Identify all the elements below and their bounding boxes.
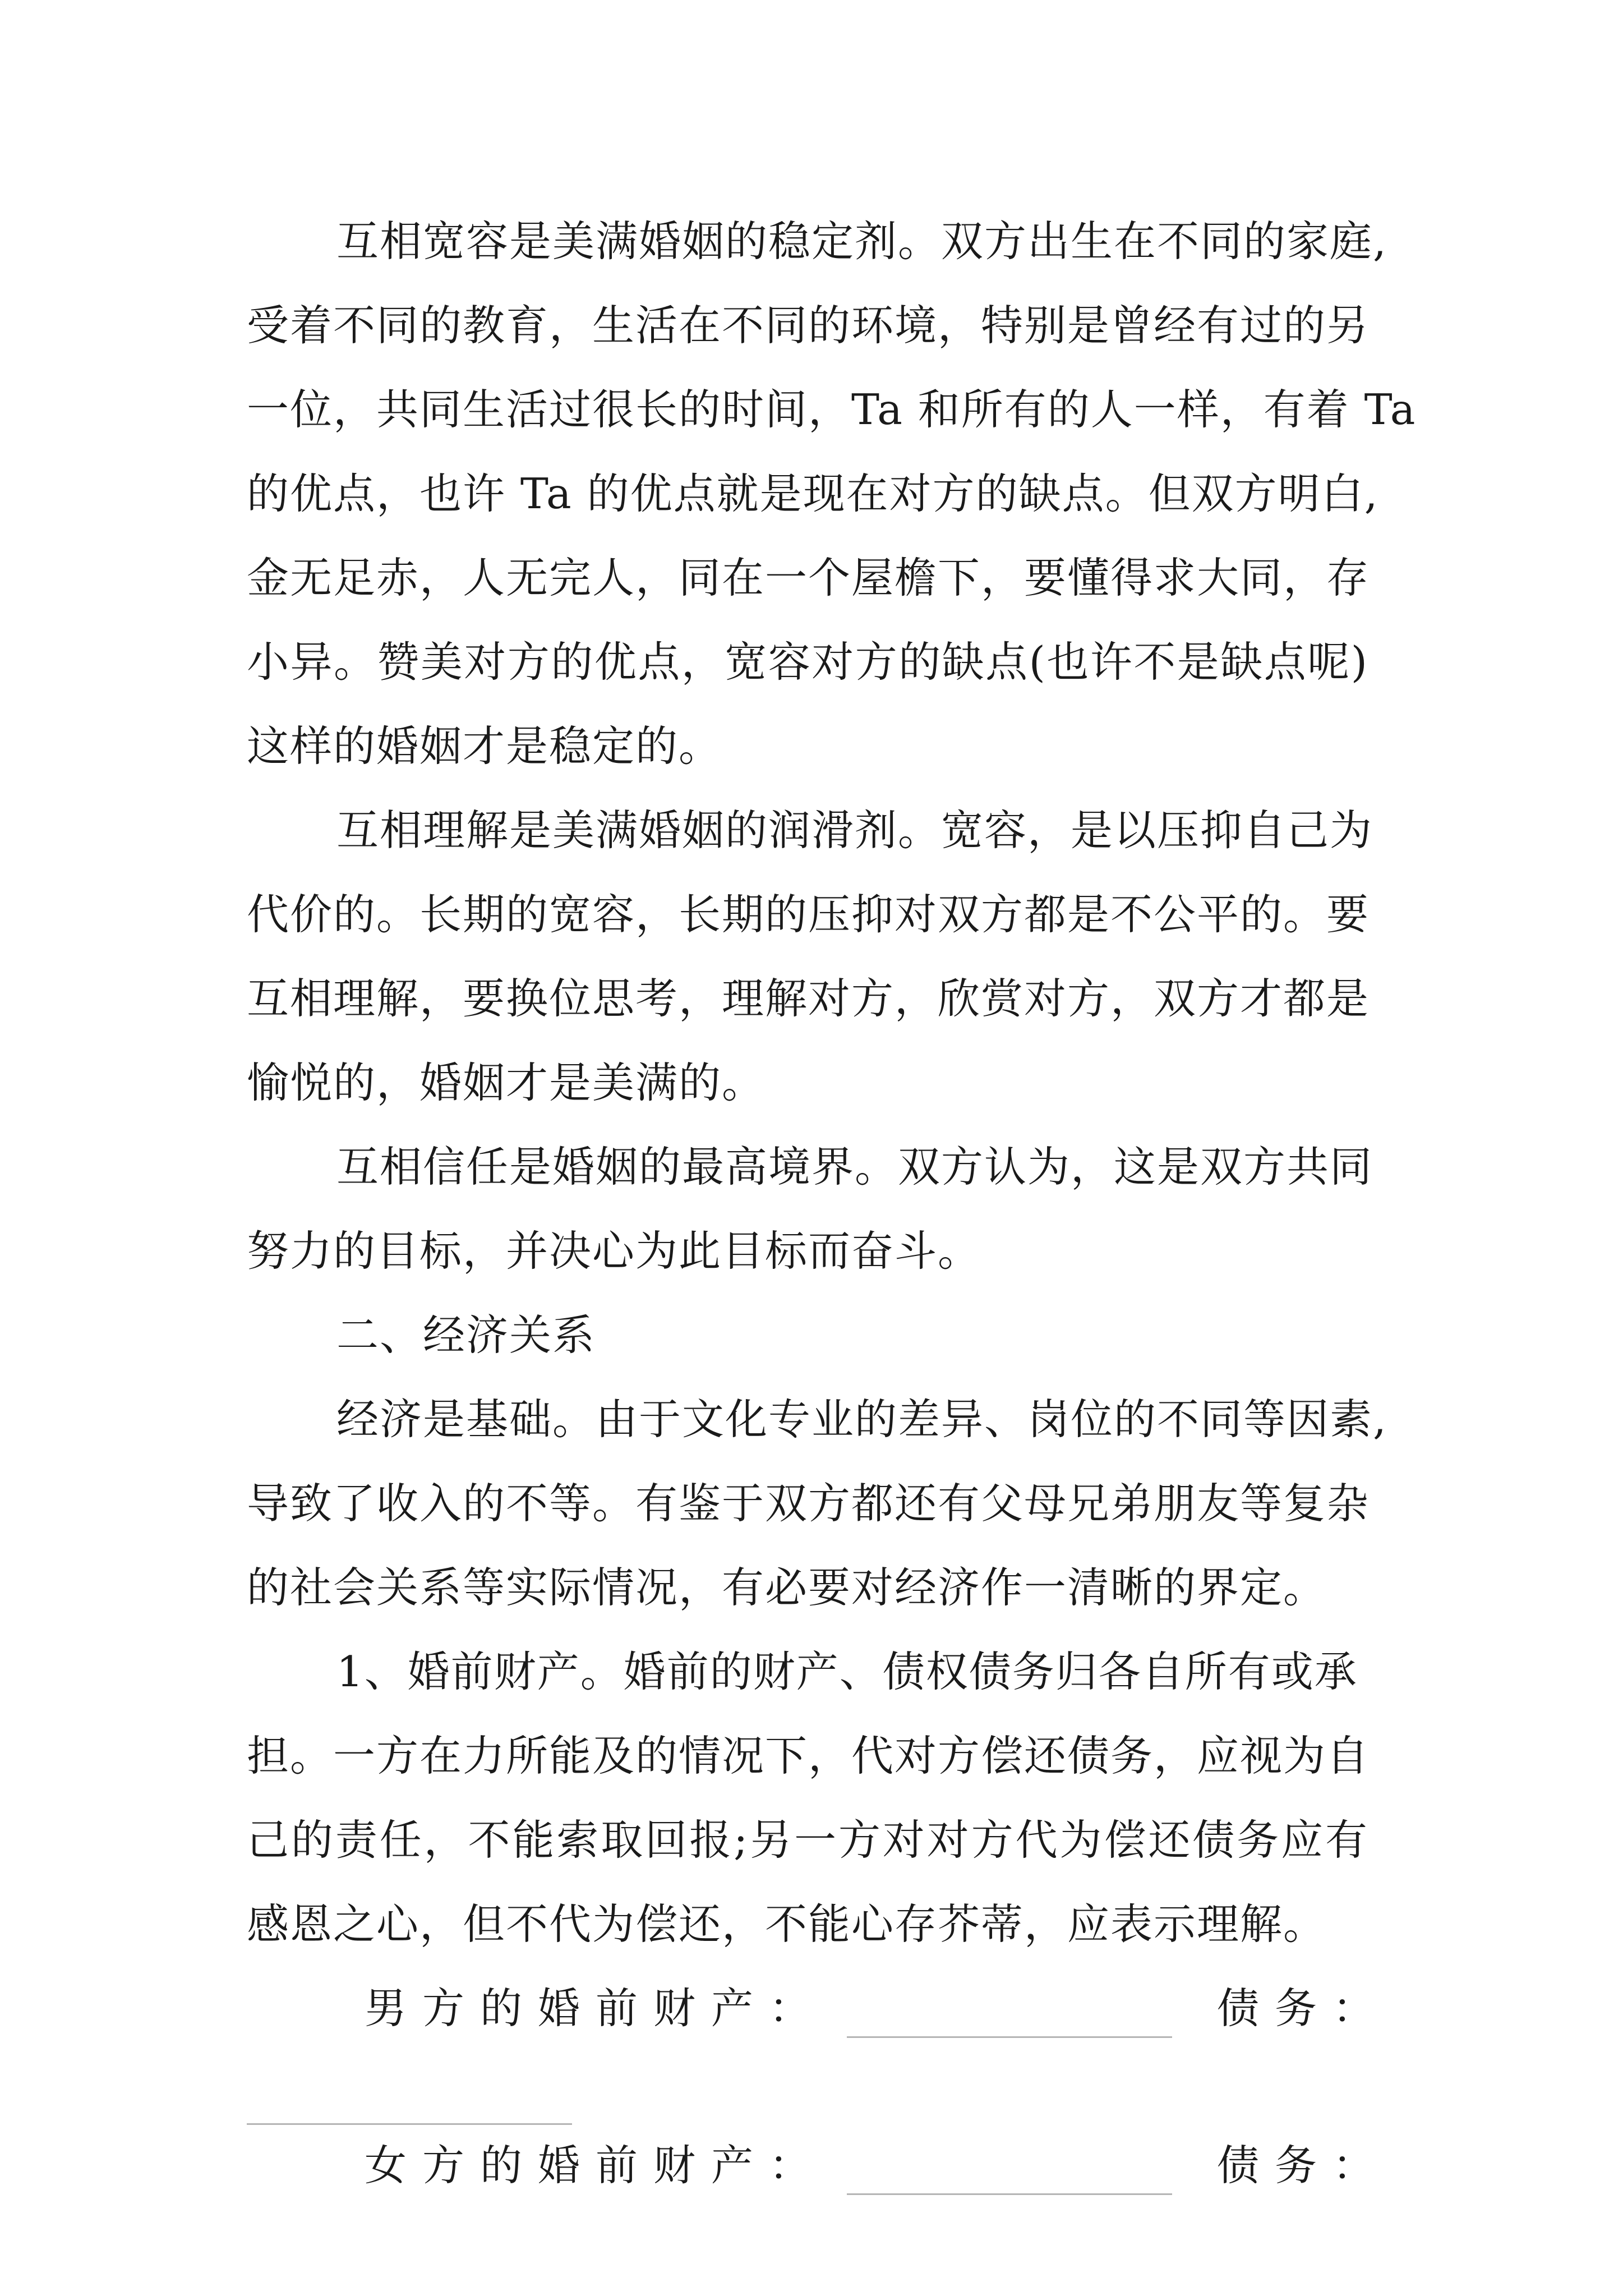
paragraph-understanding-line-1: 互相理解是美满婚姻的润滑剂。宽容，是以压抑自己为 [336,806,1373,855]
male-premarital-property-blank[interactable] [847,2036,1172,2038]
paragraph-trust-line-2: 努力的目标，并决心为此目标而奋斗。 [247,1226,981,1276]
paragraph-trust-line-1: 互相信任是婚姻的最高境界。双方认为，这是双方共同 [336,1142,1373,1191]
paragraph-tolerance-line-6: 小异。赞美对方的优点，宽容对方的缺点(也许不是缺点呢) [247,637,1368,687]
paragraph-premarital-line-4: 感恩之心，但不代为偿还，不能心存芥蒂，应表示理解。 [247,1899,1327,1949]
male-debt-label: 债务： [1217,1984,1391,2033]
paragraph-economy-line-3: 的社会关系等实际情况，有必要对经济作一清晰的界定。 [247,1563,1327,1612]
paragraph-economy-line-2: 导致了收入的不等。有鉴于双方都还有父母兄弟朋友等复杂 [247,1479,1370,1528]
paragraph-tolerance-line-3: 一位，共同生活过很长的时间，Ta 和所有的人一样，有着 Ta [247,385,1417,434]
section-heading-economy: 二、经济关系 [336,1310,596,1360]
paragraph-premarital-line-3: 己的责任，不能索取回报;另一方对对方代为偿还债务应有 [247,1815,1368,1865]
paragraph-understanding-line-3: 互相理解，要换位思考，理解对方，欣赏对方，双方才都是 [247,974,1370,1023]
paragraph-tolerance-line-7: 这样的婚姻才是稳定的。 [247,721,722,771]
paragraph-tolerance-line-2: 受着不同的教育，生活在不同的环境，特别是曾经有过的另 [247,301,1370,350]
paragraph-understanding-line-2: 代价的。长期的宽容，长期的压抑对双方都是不公平的。要 [247,890,1370,939]
male-premarital-property-label: 男方的婚前财产： [365,1984,827,2033]
paragraph-tolerance-line-1: 互相宽容是美满婚姻的稳定剂。双方出生在不同的家庭, [336,217,1387,266]
male-debt-blank[interactable] [247,2123,572,2125]
female-premarital-property-blank[interactable] [847,2193,1172,2195]
paragraph-premarital-line-2: 担。一方在力所能及的情况下，代对方偿还债务，应视为自 [247,1731,1370,1780]
paragraph-tolerance-line-4: 的优点，也许 Ta 的优点就是现在对方的缺点。但双方明白, [247,469,1379,518]
paragraph-premarital-line-1: 1、婚前财产。婚前的财产、债权债务归各自所有或承 [336,1647,1358,1696]
female-premarital-property-label: 女方的婚前财产： [365,2141,827,2190]
paragraph-understanding-line-4: 愉悦的，婚姻才是美满的。 [247,1058,766,1107]
paragraph-tolerance-line-5: 金无足赤，人无完人，同在一个屋檐下，要懂得求大同，存 [247,553,1370,602]
paragraph-economy-line-1: 经济是基础。由于文化专业的差异、岗位的不同等因素, [336,1395,1387,1444]
female-debt-label: 债务： [1217,2141,1391,2190]
